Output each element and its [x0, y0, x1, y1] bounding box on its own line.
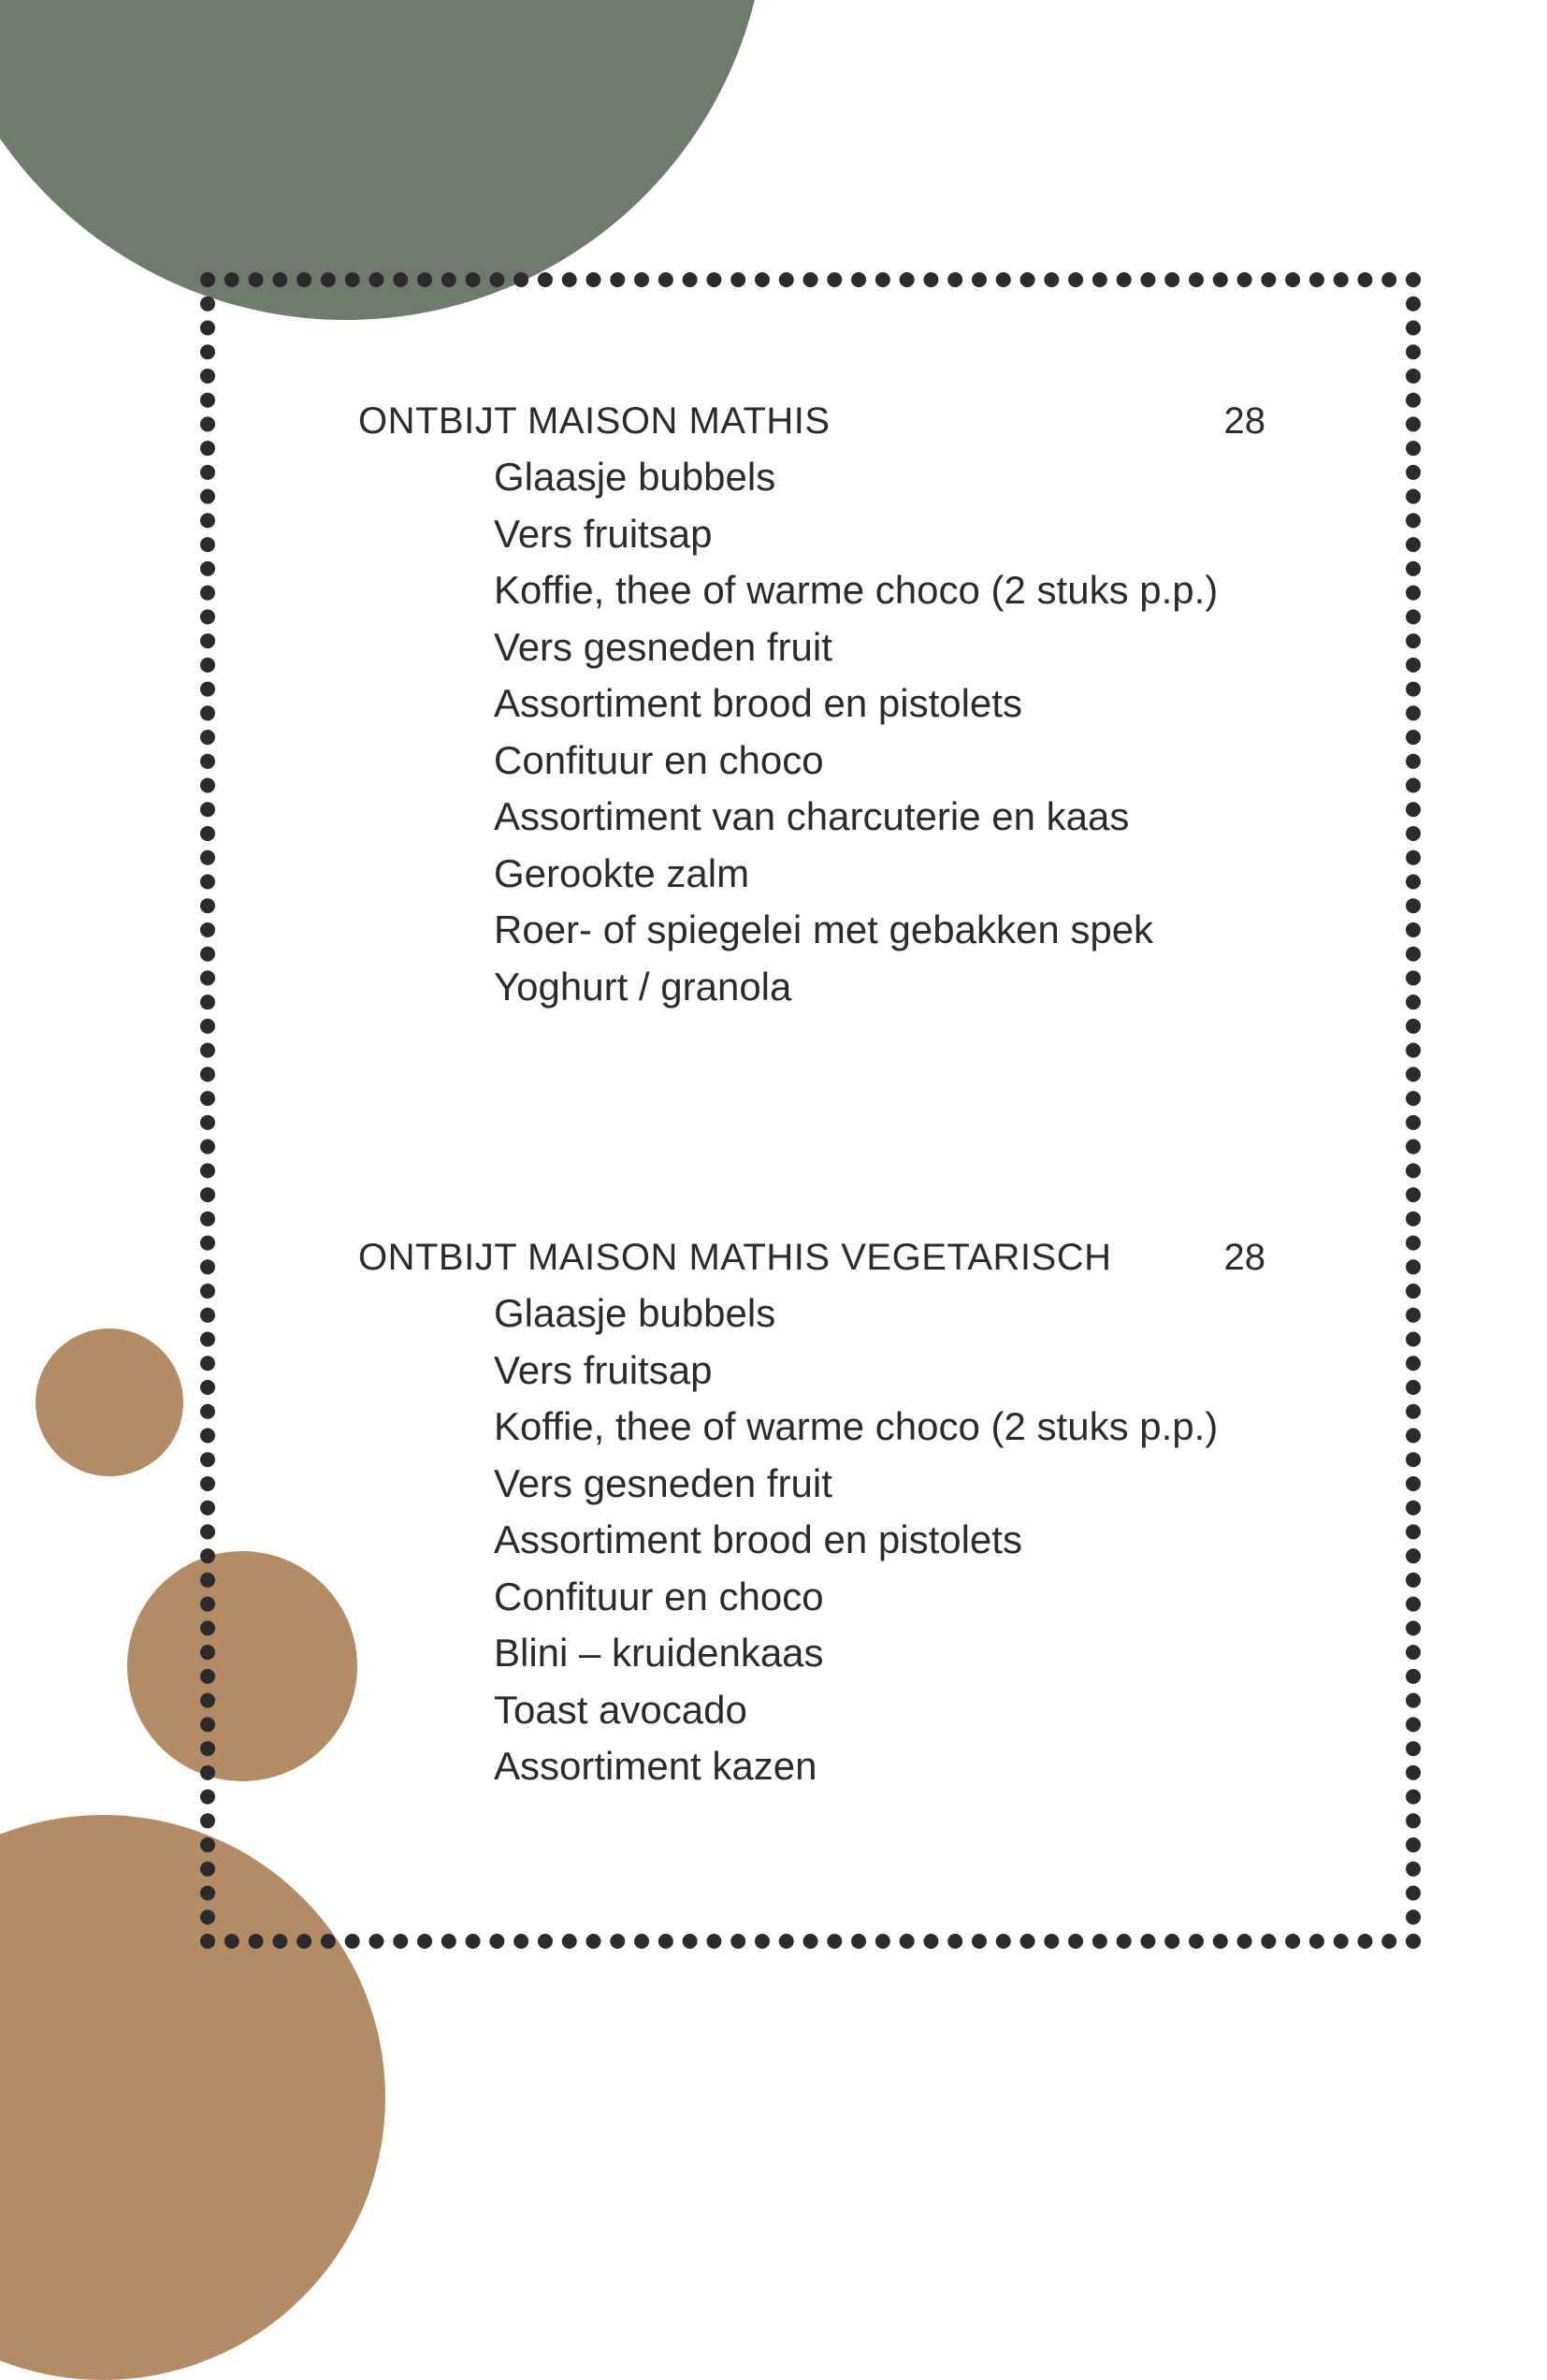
frame-dot	[1237, 272, 1252, 287]
section-price: 28	[1223, 1237, 1265, 1278]
section-title: ONTBIJT MAISON MATHIS	[358, 400, 831, 442]
frame-dot	[1406, 922, 1421, 937]
frame-dot	[586, 272, 600, 287]
menu-item: Vers gesneden fruit	[494, 624, 832, 669]
frame-dot	[200, 1019, 215, 1034]
section-title: ONTBIJT MAISON MATHIS VEGETARISCH	[358, 1237, 1112, 1278]
frame-dot	[249, 272, 264, 287]
frame-dot	[1406, 994, 1421, 1009]
frame-dot	[466, 272, 481, 287]
frame-dot	[1189, 1934, 1204, 1949]
frame-dot	[200, 1187, 215, 1202]
frame-dot	[200, 994, 215, 1009]
frame-dot	[1406, 705, 1421, 720]
frame-dot	[900, 1934, 915, 1949]
frame-dot	[296, 1934, 311, 1949]
frame-dot	[200, 489, 215, 504]
frame-dot	[1406, 874, 1421, 889]
frame-dot	[200, 537, 215, 552]
menu-item: Confituur en choco	[494, 1574, 824, 1618]
frame-dot	[200, 1693, 215, 1708]
frame-dot	[200, 1669, 215, 1684]
frame-dot	[200, 1573, 215, 1588]
frame-dot	[393, 272, 408, 287]
frame-dot	[947, 1934, 962, 1949]
frame-dot	[1406, 947, 1421, 962]
frame-dot	[1406, 633, 1421, 648]
frame-dot	[200, 1524, 215, 1539]
frame-dot	[200, 1813, 215, 1828]
menu-item: Assortiment kazen	[494, 1744, 817, 1788]
frame-dot	[200, 850, 215, 865]
frame-dot	[1406, 537, 1421, 552]
frame-dot	[851, 272, 866, 287]
frame-dot	[1406, 1380, 1421, 1395]
frame-dot	[1406, 1741, 1421, 1756]
frame-dot	[200, 1886, 215, 1901]
menu-section-breakfast-vegetarian	[358, 1229, 1265, 1795]
frame-dot	[1406, 1428, 1421, 1443]
frame-dot	[1334, 1934, 1349, 1949]
frame-dot	[200, 1597, 215, 1612]
frame-dot	[200, 778, 215, 793]
menu-item: Assortiment brood en pistolets	[494, 1517, 1022, 1561]
frame-dot	[1406, 850, 1421, 865]
frame-dot	[200, 874, 215, 889]
frame-dot	[1406, 441, 1421, 456]
frame-dot	[200, 826, 215, 841]
frame-dot	[634, 272, 649, 287]
frame-dot	[1406, 1187, 1421, 1202]
frame-dot	[1406, 1837, 1421, 1852]
frame-dot	[1406, 970, 1421, 985]
frame-dot	[1406, 658, 1421, 673]
frame-dot	[996, 272, 1011, 287]
frame-dot	[200, 1332, 215, 1347]
frame-dot	[1140, 1934, 1155, 1949]
frame-dot	[1213, 272, 1228, 287]
frame-dot	[1406, 1356, 1421, 1371]
frame-dot	[683, 1934, 698, 1949]
frame-dot	[200, 1741, 215, 1756]
frame-dot	[200, 682, 215, 697]
menu-item: Vers gesneden fruit	[494, 1460, 832, 1505]
frame-dot	[1406, 272, 1421, 287]
frame-dot	[827, 1934, 842, 1949]
frame-dot	[200, 922, 215, 937]
menu-item: Toast avocado	[494, 1687, 747, 1732]
frame-dot	[1406, 416, 1421, 431]
menu-item: Koffie, thee of warme choco (2 stuks p.p.)	[494, 1404, 1219, 1448]
frame-dot	[200, 441, 215, 456]
frame-dot	[1213, 1934, 1228, 1949]
frame-dot	[200, 586, 215, 601]
frame-dot	[200, 633, 215, 648]
frame-dot	[369, 272, 383, 287]
frame-dot	[1406, 561, 1421, 576]
frame-dot	[875, 272, 890, 287]
frame-dot	[803, 1934, 818, 1949]
frame-dot	[369, 1934, 383, 1949]
frame-dot	[1406, 1765, 1421, 1780]
frame-dot	[1309, 272, 1324, 287]
frame-dot	[345, 272, 360, 287]
frame-dot	[1406, 1163, 1421, 1178]
section-header	[358, 393, 1265, 449]
frame-dot	[417, 272, 432, 287]
frame-dot	[1406, 1284, 1421, 1299]
frame-dot	[200, 705, 215, 720]
frame-dot	[538, 272, 553, 287]
menu-item: Glaasje bubbels	[494, 1291, 776, 1335]
section-price: 28	[1223, 400, 1265, 442]
frame-dot	[1406, 1669, 1421, 1684]
frame-dot	[1406, 1886, 1421, 1901]
frame-dot	[1406, 393, 1421, 408]
frame-dot	[562, 272, 577, 287]
frame-dot	[200, 1043, 215, 1058]
menu-item-list	[358, 449, 1265, 1015]
frame-dot	[1117, 272, 1132, 287]
frame-dot	[200, 802, 215, 817]
menu-item-list	[358, 1285, 1265, 1795]
frame-dot	[1406, 1139, 1421, 1154]
frame-dot	[1406, 1934, 1421, 1949]
frame-dot	[200, 1428, 215, 1443]
frame-dot	[441, 272, 456, 287]
frame-dot	[875, 1934, 890, 1949]
frame-dot	[1406, 320, 1421, 335]
menu-item: Yoghurt / granola	[494, 964, 792, 1009]
frame-dot	[610, 272, 625, 287]
frame-dot	[200, 1909, 215, 1924]
frame-dot	[1285, 272, 1300, 287]
frame-dot	[200, 416, 215, 431]
frame-dot	[1140, 272, 1155, 287]
frame-dot	[1044, 272, 1059, 287]
frame-dot	[200, 1067, 215, 1081]
menu-item: Assortiment brood en pistolets	[494, 681, 1022, 725]
frame-dot	[1381, 1934, 1396, 1949]
frame-dot	[1164, 1934, 1179, 1949]
frame-dot	[827, 272, 842, 287]
frame-dot	[200, 970, 215, 985]
frame-dot	[1357, 1934, 1372, 1949]
frame-dot	[200, 1115, 215, 1130]
frame-dot	[200, 1236, 215, 1251]
frame-dot	[658, 1934, 673, 1949]
frame-dot	[947, 272, 962, 287]
frame-dot	[996, 1934, 1011, 1949]
frame-dot	[200, 754, 215, 769]
frame-dot	[1406, 1597, 1421, 1612]
frame-dot	[1164, 272, 1179, 287]
frame-dot	[1092, 1934, 1107, 1949]
frame-dot	[513, 1934, 528, 1949]
frame-dot	[1406, 1524, 1421, 1539]
frame-dot	[200, 1620, 215, 1635]
frame-dot	[224, 1934, 239, 1949]
frame-dot	[200, 1284, 215, 1299]
frame-dot	[200, 1501, 215, 1516]
frame-dot	[200, 730, 215, 745]
frame-dot	[1406, 344, 1421, 359]
frame-dot	[200, 1717, 215, 1732]
frame-dot	[1092, 272, 1107, 287]
frame-dot	[200, 272, 215, 287]
frame-dot	[779, 1934, 794, 1949]
menu-item: Blini – kruidenkaas	[494, 1631, 824, 1675]
frame-dot	[1406, 465, 1421, 480]
frame-dot	[1334, 272, 1349, 287]
frame-dot	[1406, 513, 1421, 528]
frame-dot	[200, 1308, 215, 1323]
frame-dot	[417, 1934, 432, 1949]
frame-dot	[1406, 1452, 1421, 1467]
frame-dot	[200, 1139, 215, 1154]
menu-item: Roer- of spiegelei met gebakken spek	[494, 907, 1154, 951]
frame-dot	[1237, 1934, 1252, 1949]
frame-dot	[1406, 1043, 1421, 1058]
frame-dot	[803, 272, 818, 287]
frame-dot	[1406, 1212, 1421, 1226]
frame-dot	[1406, 297, 1421, 312]
frame-dot	[1406, 1573, 1421, 1588]
frame-dot	[200, 1356, 215, 1371]
frame-dot	[755, 1934, 770, 1949]
frame-dot	[200, 1259, 215, 1274]
frame-dot	[200, 1645, 215, 1660]
frame-dot	[610, 1934, 625, 1949]
frame-dot	[1406, 1813, 1421, 1828]
frame-dot	[923, 272, 938, 287]
frame-dot	[1406, 1019, 1421, 1034]
frame-dot	[345, 1934, 360, 1949]
section-header	[358, 1229, 1265, 1285]
frame-dot	[658, 272, 673, 287]
menu-item: Glaasje bubbels	[494, 455, 776, 499]
frame-dot	[1068, 272, 1083, 287]
frame-dot	[1406, 1476, 1421, 1491]
frame-dot	[200, 1380, 215, 1395]
frame-dot	[1406, 1717, 1421, 1732]
menu-item: Vers fruitsap	[494, 1347, 713, 1392]
frame-dot	[489, 1934, 504, 1949]
frame-dot	[200, 1862, 215, 1877]
frame-dot	[200, 1548, 215, 1563]
frame-dot	[200, 1790, 215, 1805]
frame-dot	[1406, 369, 1421, 384]
frame-dot	[1406, 826, 1421, 841]
frame-dot	[200, 561, 215, 576]
frame-dot	[538, 1934, 553, 1949]
menu-item: Gerookte zalm	[494, 850, 750, 895]
frame-dot	[1406, 1790, 1421, 1805]
frame-dot	[200, 297, 215, 312]
frame-dot	[200, 1212, 215, 1226]
frame-dot	[200, 1091, 215, 1106]
frame-dot	[1189, 272, 1204, 287]
frame-dot	[730, 272, 745, 287]
frame-dot	[1406, 1548, 1421, 1563]
frame-dot	[1285, 1934, 1300, 1949]
frame-dot	[1406, 778, 1421, 793]
frame-dot	[562, 1934, 577, 1949]
frame-dot	[200, 1163, 215, 1178]
frame-dot	[1406, 1620, 1421, 1635]
frame-dot	[200, 609, 215, 624]
frame-dot	[972, 1934, 987, 1949]
frame-dot	[1068, 1934, 1083, 1949]
frame-dot	[1406, 1308, 1421, 1323]
frame-dot	[200, 393, 215, 408]
frame-dot	[1406, 1115, 1421, 1130]
frame-dot	[200, 513, 215, 528]
frame-dot	[730, 1934, 745, 1949]
frame-dot	[683, 272, 698, 287]
frame-dot	[1309, 1934, 1324, 1949]
frame-dot	[1044, 1934, 1059, 1949]
frame-dot	[321, 1934, 336, 1949]
frame-dot	[1261, 1934, 1276, 1949]
frame-dot	[200, 1476, 215, 1491]
frame-dot	[1406, 1404, 1421, 1419]
frame-dot	[900, 272, 915, 287]
menu-item: Confituur en choco	[494, 737, 824, 782]
frame-dot	[393, 1934, 408, 1949]
frame-dot	[489, 272, 504, 287]
frame-dot	[1406, 1091, 1421, 1106]
frame-dot	[272, 272, 287, 287]
menu-item: Vers fruitsap	[494, 511, 713, 556]
frame-dot	[200, 947, 215, 962]
frame-dot	[1117, 1934, 1132, 1949]
frame-dot	[1020, 272, 1035, 287]
frame-dot	[1406, 609, 1421, 624]
frame-dot	[200, 658, 215, 673]
frame-dot	[1406, 489, 1421, 504]
frame-dot	[200, 1765, 215, 1780]
frame-dot	[321, 272, 336, 287]
frame-dot	[923, 1934, 938, 1949]
frame-dot	[1406, 1332, 1421, 1347]
frame-dot	[972, 272, 987, 287]
frame-dot	[513, 272, 528, 287]
frame-dot	[200, 465, 215, 480]
frame-dot	[296, 272, 311, 287]
frame-dot	[200, 898, 215, 913]
frame-dot	[1406, 898, 1421, 913]
frame-dot	[1406, 682, 1421, 697]
menu-section-breakfast	[358, 393, 1265, 1015]
frame-dot	[249, 1934, 264, 1949]
frame-dot	[1406, 1693, 1421, 1708]
frame-dot	[1406, 1501, 1421, 1516]
frame-dot	[851, 1934, 866, 1949]
frame-dot	[200, 1404, 215, 1419]
frame-dot	[1381, 272, 1396, 287]
frame-dot	[1406, 1862, 1421, 1877]
frame-dot	[1406, 1236, 1421, 1251]
frame-dot	[1020, 1934, 1035, 1949]
frame-dot	[466, 1934, 481, 1949]
frame-dot	[779, 272, 794, 287]
menu-item: Assortiment van charcuterie en kaas	[494, 794, 1130, 838]
frame-dot	[1406, 802, 1421, 817]
frame-dot	[1406, 1909, 1421, 1924]
frame-dot	[755, 272, 770, 287]
frame-dot	[634, 1934, 649, 1949]
frame-dot	[200, 1934, 215, 1949]
frame-dot	[200, 344, 215, 359]
frame-dot	[586, 1934, 600, 1949]
frame-dot	[272, 1934, 287, 1949]
frame-dot	[200, 369, 215, 384]
frame-dot	[1406, 586, 1421, 601]
frame-dot	[1406, 1259, 1421, 1274]
frame-dot	[706, 1934, 721, 1949]
frame-dot	[200, 1452, 215, 1467]
frame-dot	[224, 272, 239, 287]
frame-dot	[1406, 1645, 1421, 1660]
frame-dot	[706, 272, 721, 287]
frame-dot	[441, 1934, 456, 1949]
frame-dot	[1357, 272, 1372, 287]
frame-dot	[200, 1837, 215, 1852]
frame-dot	[1406, 1067, 1421, 1081]
frame-dot	[1261, 272, 1276, 287]
frame-dot	[200, 320, 215, 335]
menu-item: Koffie, thee of warme choco (2 stuks p.p.)	[494, 568, 1219, 612]
frame-dot	[1406, 754, 1421, 769]
frame-dot	[1406, 730, 1421, 745]
